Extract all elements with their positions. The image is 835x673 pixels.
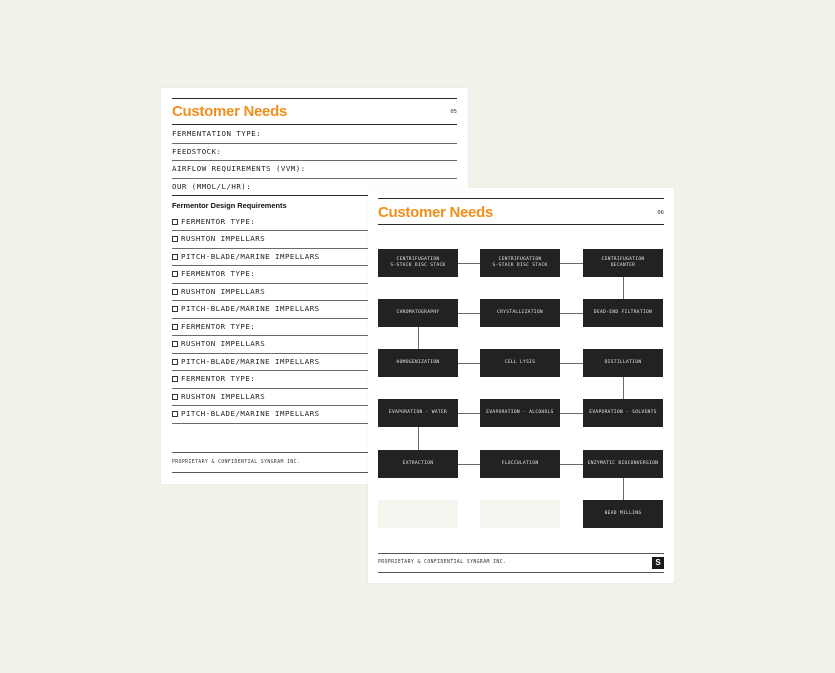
- connector: [560, 263, 583, 264]
- page-number: 06: [657, 210, 664, 216]
- field-label: FERMENTATION TYPE:: [172, 129, 262, 138]
- field-label: FEEDSTOCK:: [172, 146, 222, 156]
- customer-needs-sheet-right: [368, 188, 674, 583]
- connector: [458, 313, 480, 314]
- process-node-crystallization[interactable]: CRYSTALLIZATION: [480, 299, 560, 327]
- process-node-centrifugation-disc-stack[interactable]: CENTRIFUGATION S-STACK DISC STACK: [378, 249, 458, 277]
- syngram-logo: S: [652, 557, 664, 569]
- checklist-label: FERMENTOR TYPE:: [181, 269, 256, 278]
- connector: [458, 413, 480, 414]
- page-number: 05: [450, 109, 457, 115]
- checklist-label: RUSHTON IMPELLARS: [181, 234, 266, 243]
- checklist-label: FERMENTOR TYPE:: [181, 216, 256, 226]
- section-title: Fermentor Design Requirements: [172, 201, 287, 210]
- connector: [560, 464, 583, 465]
- process-node-enzymatic-bioconversion[interactable]: ENZYMATIC BIOCONVERSION: [583, 450, 663, 478]
- connector: [418, 327, 419, 349]
- connector: [458, 464, 480, 465]
- empty-node-placeholder: [378, 500, 458, 528]
- checkbox[interactable]: [172, 359, 178, 365]
- checkbox[interactable]: [172, 254, 178, 260]
- field-label: AIRFLOW REQUIREMENTS (VVM):: [172, 164, 306, 173]
- process-node-centrifugation-decanter[interactable]: CENTRIFUGATION DECANTER: [583, 249, 663, 277]
- form-field[interactable]: [172, 143, 457, 162]
- page-title: Customer Needs: [378, 204, 494, 221]
- connector: [560, 363, 583, 364]
- connector: [623, 478, 624, 500]
- connector: [560, 413, 583, 414]
- process-node-extraction[interactable]: EXTRACTION: [378, 450, 458, 478]
- process-node-evaporation-water[interactable]: EVAPORATION - WATER: [378, 399, 458, 427]
- process-node-cell-lysis[interactable]: CELL LYSIS: [480, 349, 560, 377]
- process-node-bead-milling[interactable]: BEAD MILLING: [583, 500, 663, 528]
- process-node-distillation[interactable]: DISTILLATION: [583, 349, 663, 377]
- checklist-label: FERMENTOR TYPE:: [181, 374, 256, 383]
- checklist-label: FERMENTOR TYPE:: [181, 321, 256, 331]
- process-node-evaporation-alcohols[interactable]: EVAPORATION - ALCOHOLS: [480, 399, 560, 427]
- checklist-label: PITCH-BLADE/MARINE IMPELLARS: [181, 409, 320, 418]
- checkbox[interactable]: [172, 411, 178, 417]
- footer-rule-top: [378, 553, 664, 554]
- checklist-label: RUSHTON IMPELLARS: [181, 339, 266, 348]
- field-label: OUR (MMOL/L/HR):: [172, 181, 252, 191]
- checkbox[interactable]: [172, 394, 178, 400]
- form-field[interactable]: [172, 125, 457, 144]
- checkbox[interactable]: [172, 289, 178, 295]
- process-node-chromatography[interactable]: CHROMATOGRAPHY: [378, 299, 458, 327]
- connector: [418, 427, 419, 450]
- checkbox[interactable]: [172, 236, 178, 242]
- form-field[interactable]: [172, 160, 457, 179]
- checklist-label: PITCH-BLADE/MARINE IMPELLARS: [181, 356, 320, 366]
- empty-node-placeholder: [480, 500, 560, 528]
- checklist-label: RUSHTON IMPELLARS: [181, 391, 266, 401]
- connector: [458, 263, 480, 264]
- top-rule: [378, 198, 664, 199]
- footer-rule-bottom: [378, 572, 664, 573]
- connector: [623, 377, 624, 399]
- process-node-dead-end-filtration[interactable]: DEAD-END FILTRATION: [583, 299, 663, 327]
- checklist-label: RUSHTON IMPELLARS: [181, 286, 266, 296]
- process-node-centrifugation-disc-stack[interactable]: CENTRIFUGATION S-STACK DISC STACK: [480, 249, 560, 277]
- checkbox[interactable]: [172, 341, 178, 347]
- footer-text: PROPRIETARY & CONFIDENTIAL SYNGRAM INC.: [172, 460, 301, 465]
- checkbox[interactable]: [172, 219, 178, 225]
- connector: [623, 277, 624, 299]
- top-rule: [172, 98, 457, 99]
- process-node-evaporation-solvents[interactable]: EVAPORATION - SOLVENTS: [583, 399, 663, 427]
- checkbox[interactable]: [172, 324, 178, 330]
- checkbox[interactable]: [172, 271, 178, 277]
- connector: [560, 313, 583, 314]
- process-node-homogenization[interactable]: HOMOGENIZATION: [378, 349, 458, 377]
- process-node-flocculation[interactable]: FLOCCULATION: [480, 450, 560, 478]
- checkbox[interactable]: [172, 376, 178, 382]
- checklist-label: PITCH-BLADE/MARINE IMPELLARS: [181, 304, 320, 313]
- connector: [458, 363, 480, 364]
- checkbox[interactable]: [172, 306, 178, 312]
- page-title: Customer Needs: [172, 103, 288, 120]
- title-rule: [378, 224, 664, 225]
- footer-text: PROPRIETARY & CONFIDENTIAL SYNGRAM INC.: [378, 560, 507, 565]
- checklist-label: PITCH-BLADE/MARINE IMPELLARS: [181, 251, 320, 261]
